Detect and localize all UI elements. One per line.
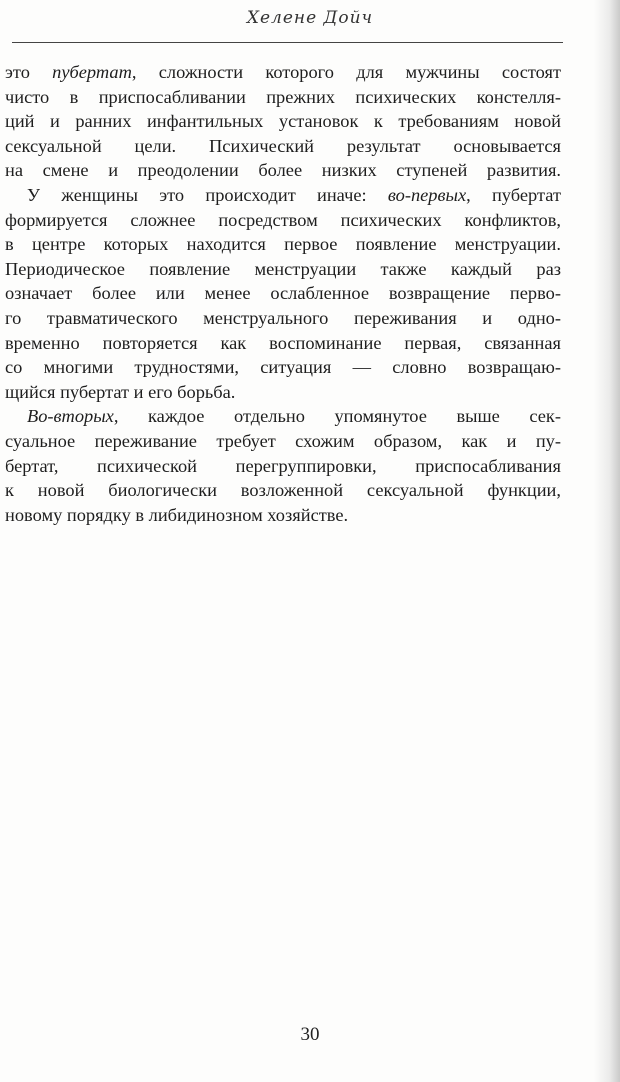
emphasized-term: пубертат [52, 62, 132, 82]
emphasized-term: во-первых [387, 184, 467, 205]
text-line: временно повторяется как воспоминание первая, связанная [5, 332, 561, 353]
text-line: Периодическое появление менструации также каждый раз [5, 258, 561, 279]
text-line: сексуальной цели. Психический результат основывается [5, 135, 561, 156]
page-number: 30 [300, 1024, 320, 1045]
header-rule [12, 42, 563, 43]
text-line: на смене и преодолении более низких ступеней развития. [5, 160, 561, 181]
text-line: к новой биологически возложенной сексуальной функции, [5, 480, 561, 501]
emphasized-term: Во-вторых [27, 406, 114, 427]
text-line: чисто в приспосабливании прежних психических констелля- [5, 86, 561, 107]
text-line: это пубертат, сложности которого для мужчины состоят [5, 62, 561, 82]
text-line: в центре которых находится первое появление менструации. [5, 234, 561, 255]
paragraph-start-line: Во-вторых, каждое отдельно упомянутое выше сек- [27, 406, 561, 427]
text-line: го травматического менструального переживания и одно- [5, 307, 561, 328]
page-edge-shadow [594, 0, 620, 1082]
text-line: формируется сложнее посредством психических конфликтов, [5, 209, 561, 230]
text-line: бертат, психической перегруппировки, приспосабливания [5, 455, 561, 476]
text-line: означает более или менее ослабленное возвращение перво- [5, 283, 561, 304]
paragraph-start-line: У женщины это происходит иначе: во-первых, пубертат [27, 184, 561, 205]
paragraph-end-line: щийся пубертат и его борьба. [5, 381, 236, 402]
body-text [5, 60, 561, 527]
text-line: со многими трудностями, ситуация — словно возвращаю- [5, 357, 561, 378]
text-line: суальное переживание требует схожим образом, как и пу- [5, 430, 561, 451]
paragraph-end-line: новому порядку в либидинозном хозяйстве. [5, 504, 349, 525]
text-line: ций и ранних инфантильных установок к требованиям новой [5, 111, 561, 132]
running-head: Хелене Дойч [246, 8, 374, 28]
